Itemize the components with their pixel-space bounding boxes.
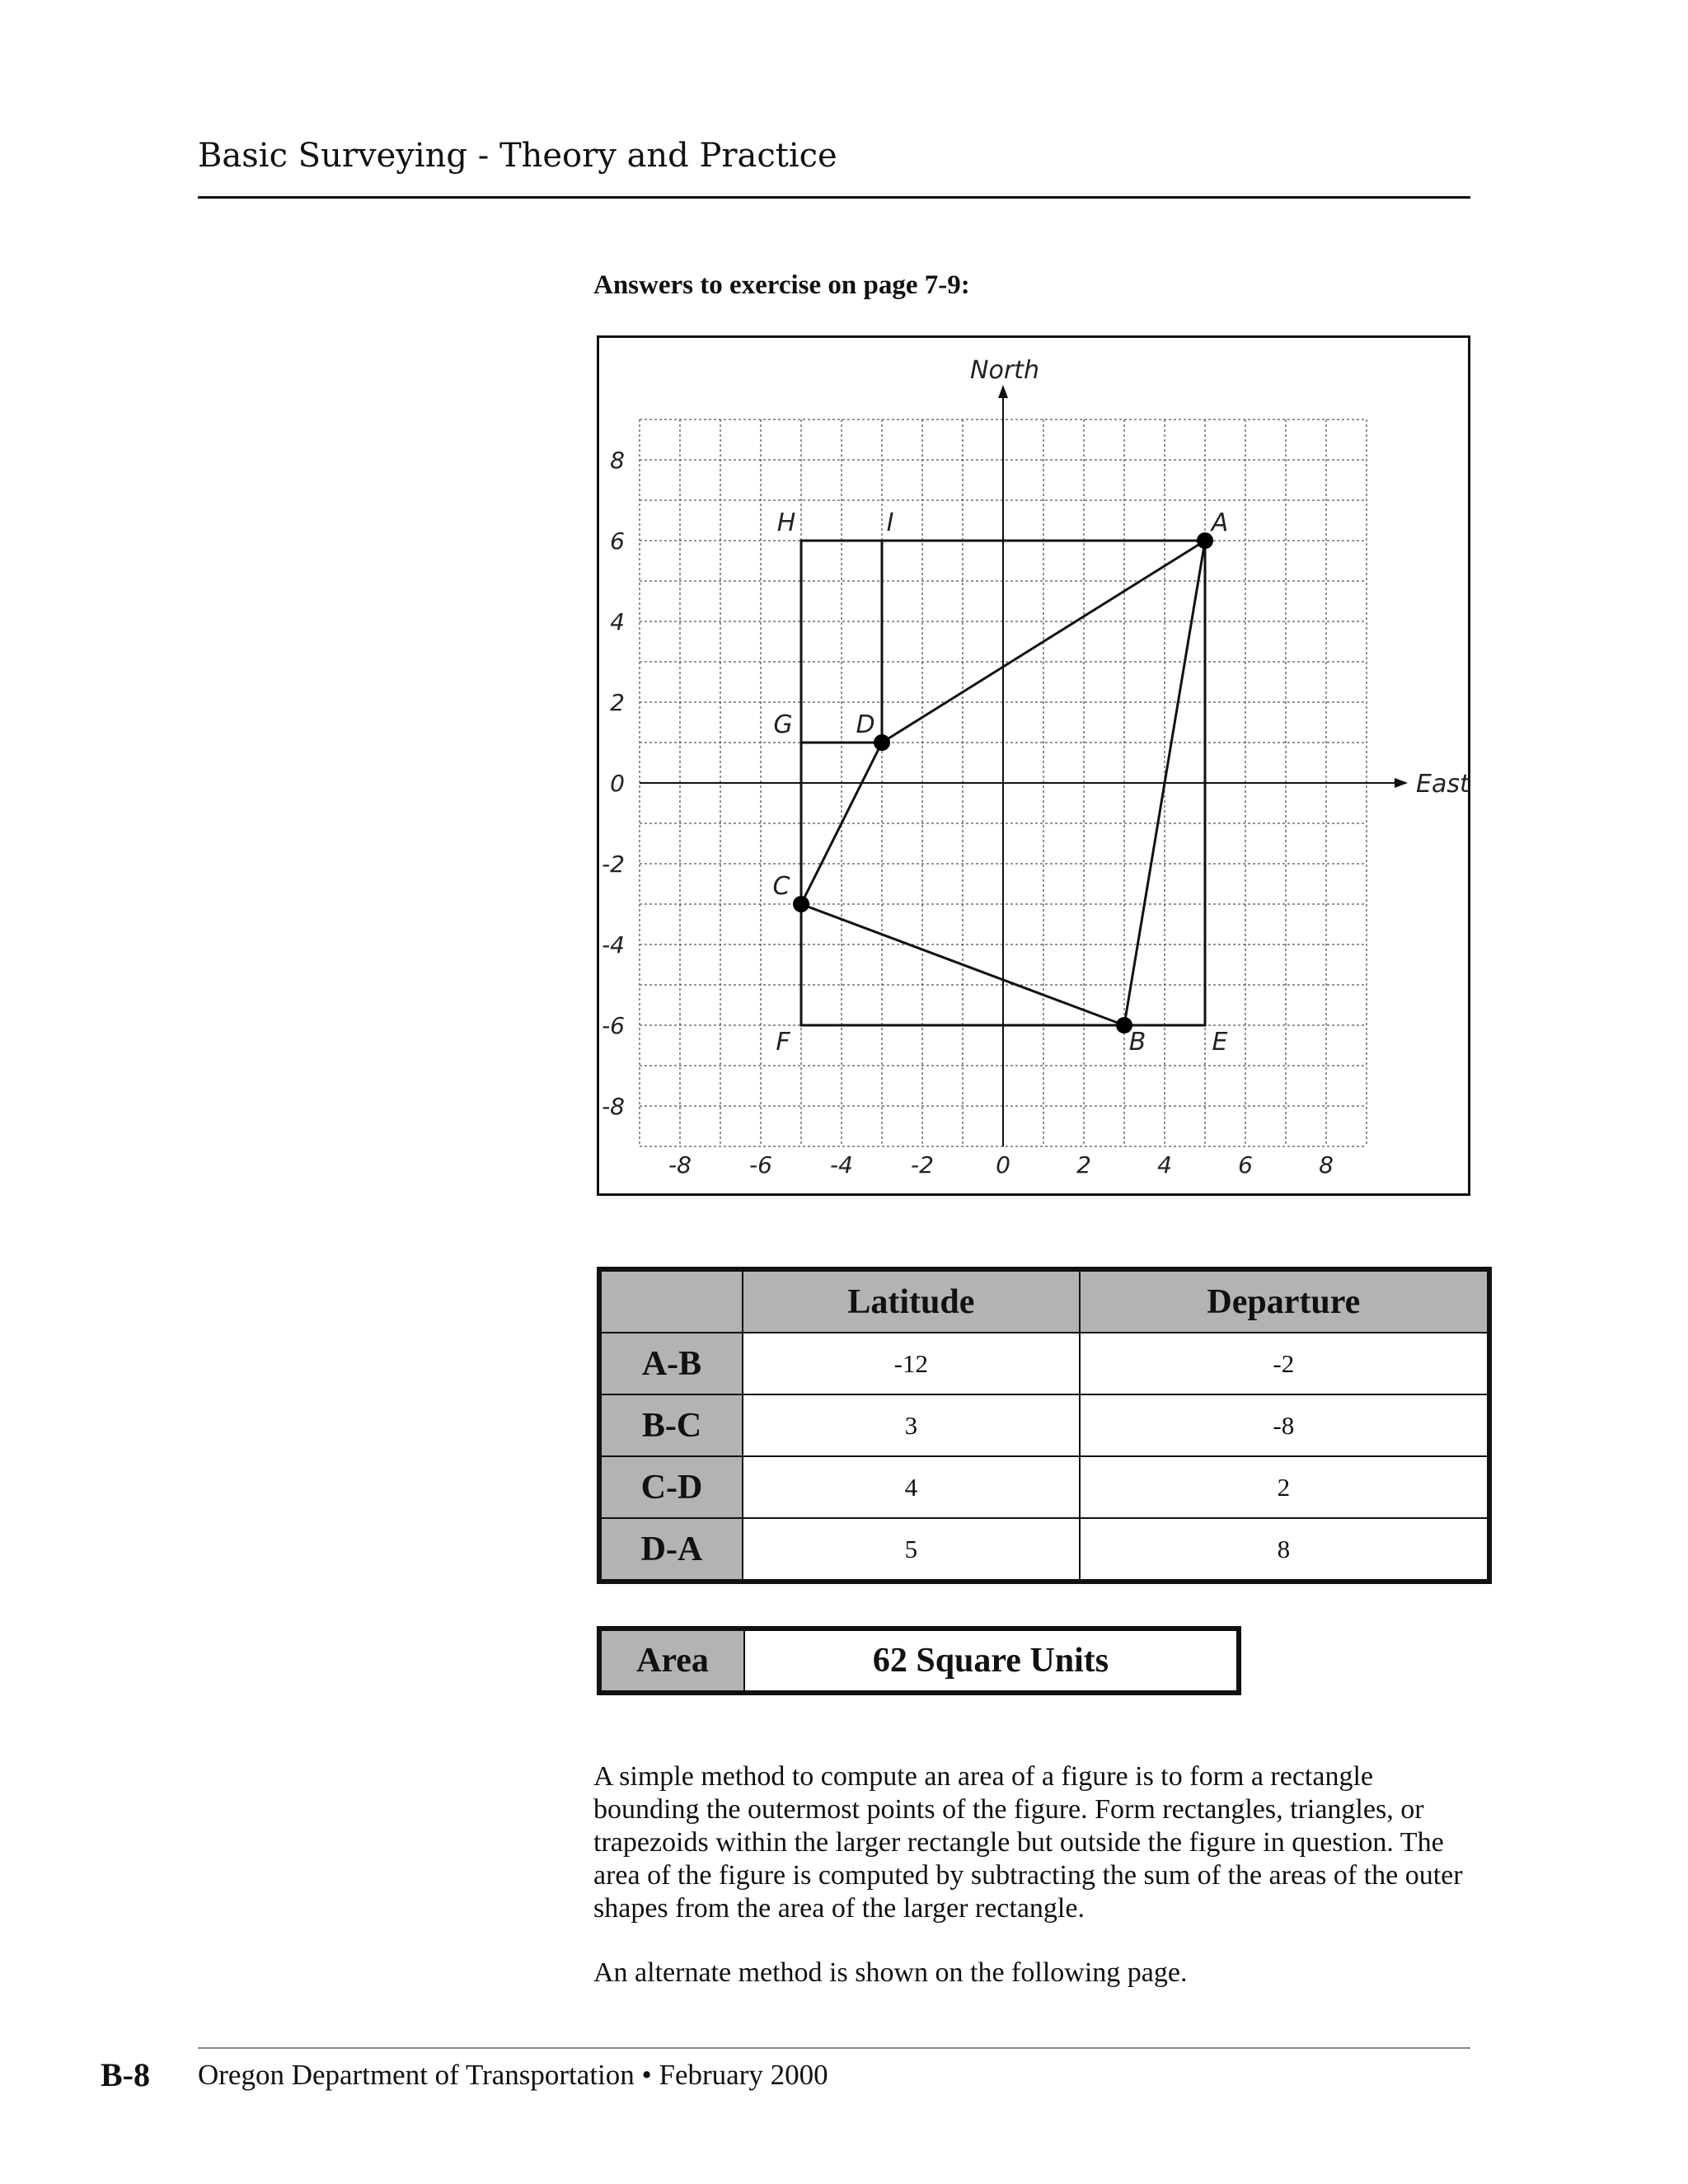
point-i-label: I xyxy=(886,509,894,537)
north-label: North xyxy=(970,356,1039,385)
page-number: B-8 xyxy=(101,2056,150,2093)
x-tick-label: -2 xyxy=(911,1151,934,1179)
departure-cell: 8 xyxy=(1080,1518,1489,1582)
y-tick-label: -4 xyxy=(602,931,625,958)
departure-cell: -8 xyxy=(1080,1394,1489,1456)
y-tick-label: 8 xyxy=(610,447,625,474)
footer-text: Oregon Department of Transportation • February 2000 xyxy=(198,2059,828,2091)
explanation-paragraph: A simple method to compute an area of a figure is to form a rectangle bounding the outermost points of the figure. Form rectangles, triangles, or trapezoids within the larger rectangle but outside the figure in question. The area of the figure is computed by subtracting the sum of the areas of the outer shapes from the area of the larger rectangle. xyxy=(593,1761,1463,1924)
header-rule xyxy=(198,196,1470,199)
x-tick-label: 2 xyxy=(1076,1151,1091,1179)
area-label: Area xyxy=(599,1629,744,1693)
y-tick-label: -6 xyxy=(602,1012,625,1039)
section-heading: Answers to exercise on page 7-9: xyxy=(593,270,970,300)
point-f-label: F xyxy=(776,1028,790,1057)
table-corner-cell xyxy=(599,1269,743,1333)
course-label: C-D xyxy=(599,1456,743,1518)
point-h-label: H xyxy=(776,509,796,537)
departure-cell: 2 xyxy=(1080,1456,1489,1518)
course-label: A-B xyxy=(599,1333,743,1394)
point-c-label: C xyxy=(772,872,790,901)
y-tick-label: 2 xyxy=(610,689,625,716)
table-row xyxy=(599,1394,1489,1456)
point-e-label: E xyxy=(1212,1028,1228,1057)
x-tick-label: 4 xyxy=(1157,1151,1172,1179)
x-tick-label: -8 xyxy=(668,1151,692,1179)
x-tick-label: -6 xyxy=(749,1151,772,1179)
x-tick-label: 8 xyxy=(1319,1151,1334,1179)
axes xyxy=(640,385,1408,1146)
latitude-cell: 3 xyxy=(743,1394,1080,1456)
y-tick-label: 0 xyxy=(610,770,625,797)
area-table xyxy=(597,1626,1241,1695)
area-row xyxy=(599,1629,1239,1693)
table-row xyxy=(599,1456,1489,1518)
course-label: B-C xyxy=(599,1394,743,1456)
y-tick-label: 4 xyxy=(610,608,625,635)
latitude-header: Latitude xyxy=(743,1269,1080,1333)
x-tick-label: 6 xyxy=(1238,1151,1253,1179)
east-label: East xyxy=(1416,770,1470,799)
latitude-cell: 4 xyxy=(743,1456,1080,1518)
east-arrow-icon xyxy=(1395,778,1408,788)
x-tick-label: 0 xyxy=(996,1151,1010,1179)
point-b-label: B xyxy=(1128,1028,1146,1057)
point-a-label: A xyxy=(1211,509,1229,537)
graph-labels xyxy=(602,356,1470,1179)
point-g-label: G xyxy=(773,710,793,739)
table-header-row xyxy=(599,1269,1489,1333)
point-d-marker xyxy=(874,734,890,751)
area-value: 62 Square Units xyxy=(744,1629,1239,1693)
page-header-title: Basic Surveying - Theory and Practice xyxy=(198,137,837,175)
departure-header: Departure xyxy=(1080,1269,1489,1333)
table-row xyxy=(599,1518,1489,1582)
north-arrow-icon xyxy=(998,385,1008,398)
footer-rule xyxy=(198,2047,1470,2049)
x-tick-label: -4 xyxy=(830,1151,853,1179)
y-tick-label: 6 xyxy=(610,527,625,555)
point-c-marker xyxy=(793,896,809,912)
departure-cell: -2 xyxy=(1080,1333,1489,1394)
coordinate-graph xyxy=(597,335,1470,1196)
latitude-cell: -12 xyxy=(743,1333,1080,1394)
y-tick-label: -2 xyxy=(602,851,625,878)
table-row xyxy=(599,1333,1489,1394)
latitude-departure-table xyxy=(597,1267,1492,1584)
latitude-cell: 5 xyxy=(743,1518,1080,1582)
point-d-label: D xyxy=(856,710,875,739)
y-tick-label: -8 xyxy=(602,1093,625,1120)
alternate-method-note: An alternate method is shown on the following page. xyxy=(593,1957,1188,1988)
course-label: D-A xyxy=(599,1518,743,1582)
